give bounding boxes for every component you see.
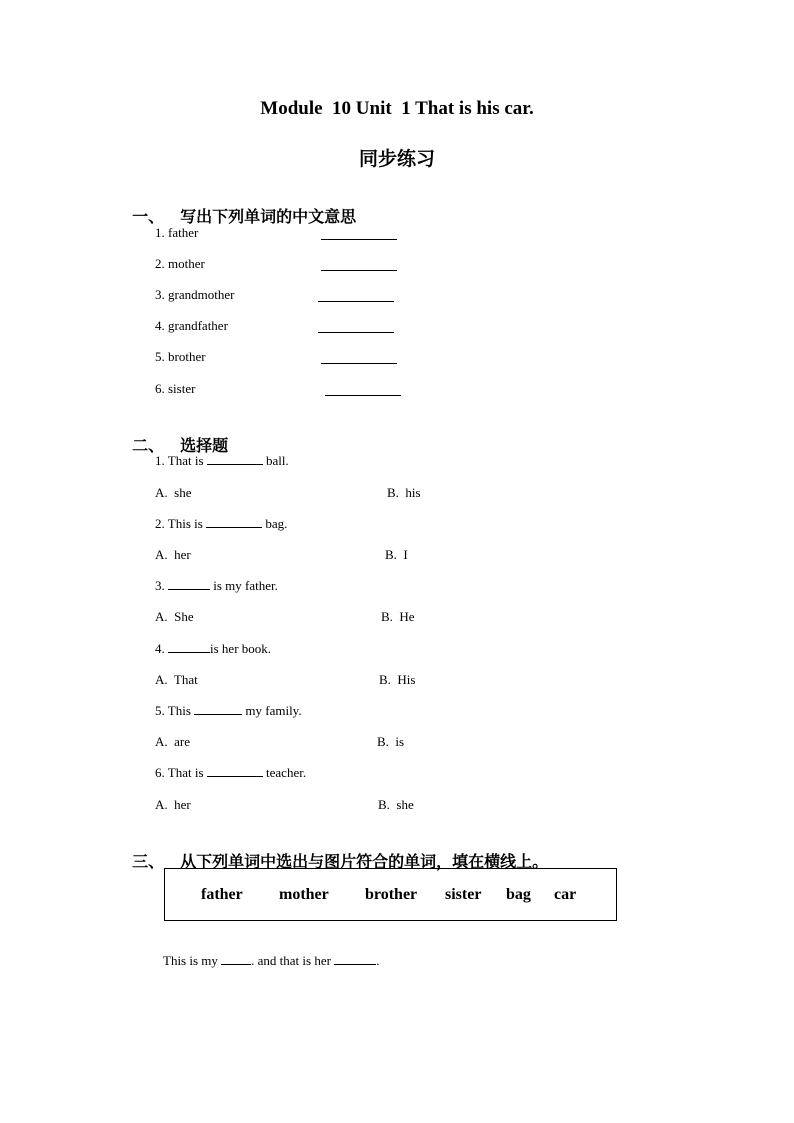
answer-blank[interactable] bbox=[194, 703, 242, 715]
option-a[interactable]: A. She bbox=[155, 609, 194, 624]
answer-blank[interactable] bbox=[318, 332, 394, 333]
vocab-item: 3. grandmother bbox=[155, 287, 235, 302]
option-b[interactable]: B. He bbox=[381, 609, 415, 624]
section-title: 选择题 bbox=[180, 436, 229, 455]
option-b[interactable]: B. I bbox=[385, 547, 408, 562]
answer-blank[interactable] bbox=[168, 578, 210, 590]
question bbox=[155, 578, 278, 594]
option-a[interactable]: A. That bbox=[155, 672, 198, 687]
question bbox=[155, 703, 302, 719]
question-text: 4. bbox=[155, 641, 168, 656]
vocab-item: 2. mother bbox=[155, 256, 205, 271]
question-text: ball. bbox=[262, 453, 289, 468]
answer-blank[interactable] bbox=[207, 453, 263, 465]
answer-blank[interactable] bbox=[334, 953, 376, 965]
option-a[interactable]: A. she bbox=[155, 485, 192, 500]
question-text: 6. That is bbox=[155, 765, 207, 780]
vocab-item: 5. brother bbox=[155, 349, 206, 364]
question-text: 2. This is bbox=[155, 516, 207, 531]
vocab-item: 6. sister bbox=[155, 381, 196, 396]
question-text: 3. bbox=[155, 578, 168, 593]
option-a[interactable]: A. her bbox=[155, 797, 191, 812]
answer-blank[interactable] bbox=[168, 641, 210, 653]
section-title: 从下列单词中选出与图片符合的单词，填在横线上。 bbox=[180, 852, 549, 871]
word-bank-item: father bbox=[201, 886, 243, 903]
question-text: 5. This bbox=[155, 703, 195, 718]
page-title: Module 10 Unit 1 That is his car. bbox=[260, 98, 534, 119]
question bbox=[155, 641, 271, 657]
answer-blank[interactable] bbox=[321, 270, 397, 271]
option-a[interactable]: A. are bbox=[155, 734, 191, 749]
question-text: is my father. bbox=[210, 578, 278, 593]
option-b[interactable]: B. His bbox=[379, 672, 416, 687]
answer-blank[interactable] bbox=[318, 301, 394, 302]
section-title: 写出下列单词的中文意思 bbox=[180, 207, 357, 226]
answer-blank[interactable] bbox=[207, 765, 263, 777]
word-bank-item: brother bbox=[365, 886, 418, 903]
question bbox=[155, 516, 287, 532]
word-bank-item: mother bbox=[279, 886, 329, 903]
page-subtitle: 同步练习 bbox=[358, 148, 435, 170]
option-b[interactable]: B. his bbox=[387, 485, 421, 500]
vocab-item: 4. grandfather bbox=[155, 318, 228, 333]
word-bank-item: car bbox=[554, 886, 577, 903]
word-bank-item: sister bbox=[445, 886, 482, 903]
vocab-item: 1. father bbox=[155, 225, 199, 240]
section-1-heading bbox=[121, 185, 356, 227]
section-number: 三、 bbox=[132, 852, 165, 871]
answer-blank[interactable] bbox=[206, 516, 262, 528]
question-text: teacher. bbox=[262, 765, 307, 780]
sentence-text: . and that is her bbox=[251, 953, 335, 968]
question bbox=[155, 453, 289, 469]
section-2-heading bbox=[121, 414, 228, 456]
section-number: 二、 bbox=[132, 436, 165, 455]
answer-blank[interactable] bbox=[325, 395, 401, 396]
section-number: 一、 bbox=[132, 207, 165, 226]
question-text: is her book. bbox=[210, 641, 272, 656]
option-b[interactable]: B. she bbox=[378, 797, 414, 812]
question-text: my family. bbox=[242, 703, 302, 718]
sentence-text: . bbox=[376, 953, 380, 968]
option-a[interactable]: A. her bbox=[155, 547, 191, 562]
question-text: 1. That is bbox=[155, 453, 207, 468]
section-3-heading bbox=[121, 830, 548, 872]
option-b[interactable]: B. is bbox=[377, 734, 405, 749]
answer-blank[interactable] bbox=[221, 953, 251, 965]
word-bank-item: bag bbox=[506, 886, 531, 903]
answer-blank[interactable] bbox=[321, 239, 397, 240]
sentence-text: This is my bbox=[163, 953, 222, 968]
answer-blank[interactable] bbox=[321, 363, 397, 364]
fill-in-sentence bbox=[163, 953, 379, 969]
question-text: bag. bbox=[262, 516, 288, 531]
question bbox=[155, 765, 306, 781]
